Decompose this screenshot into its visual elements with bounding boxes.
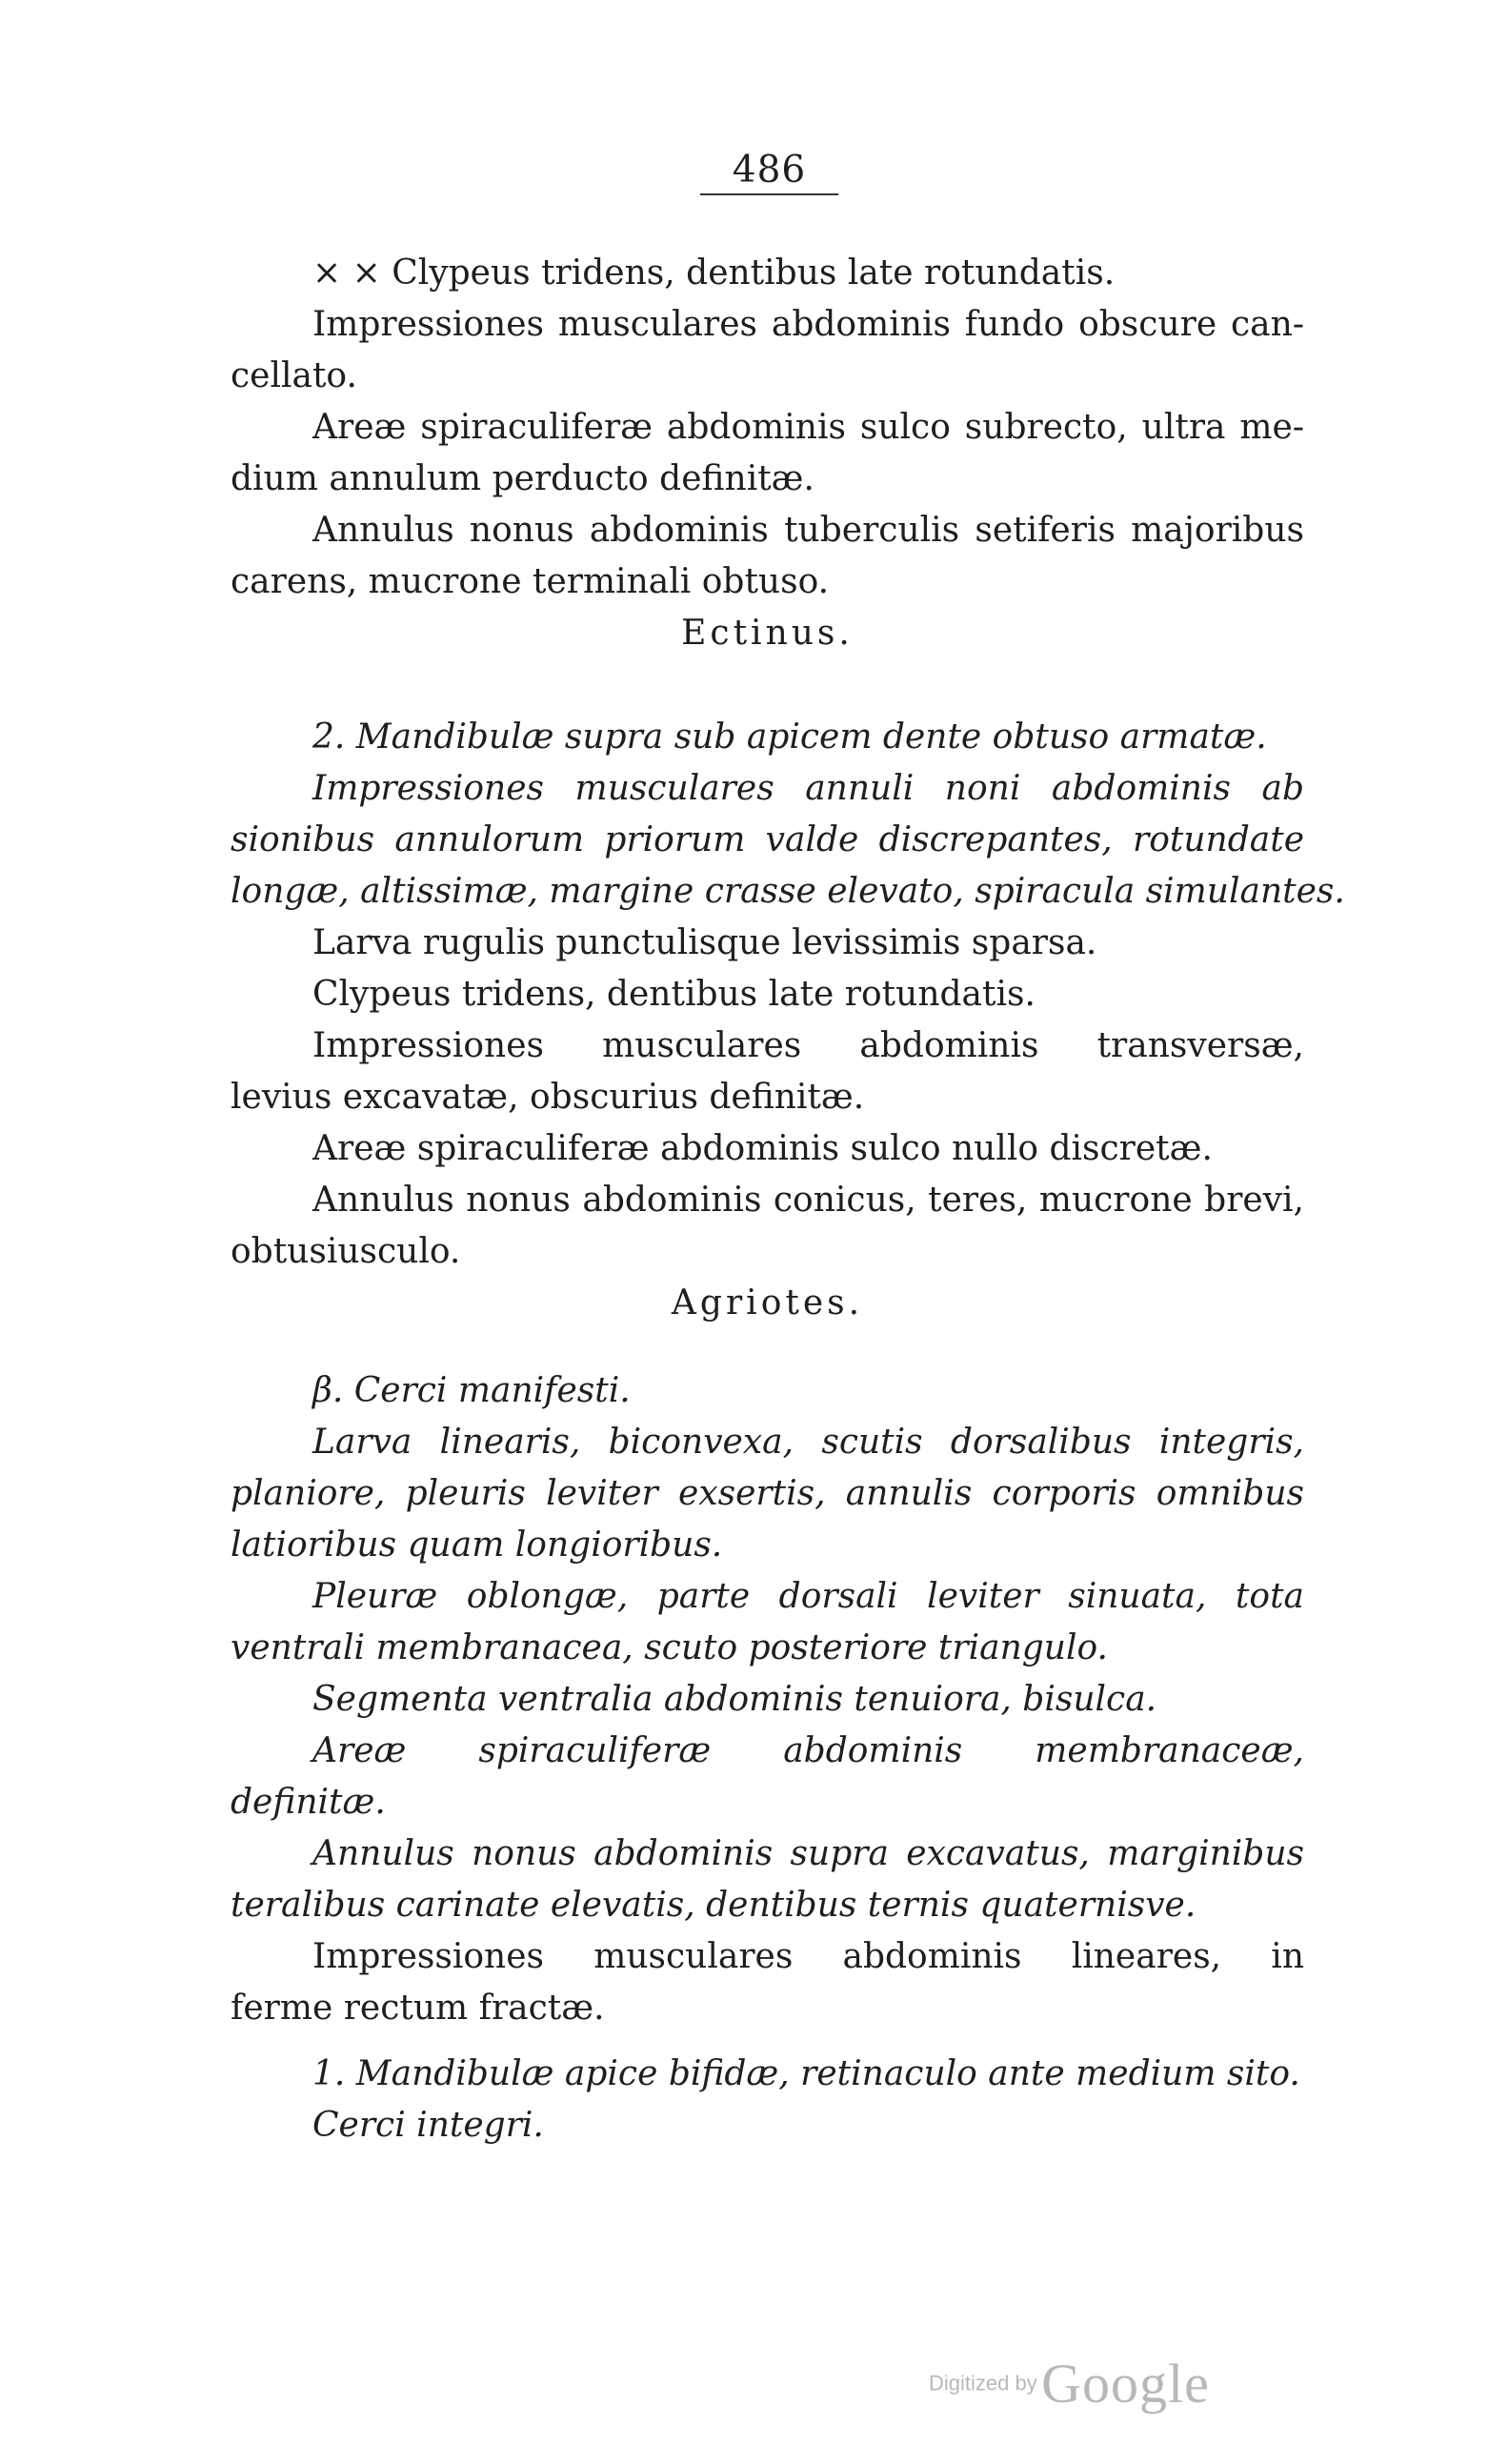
text-line: longæ, altissimæ, margine crasse elevato, spiracula simulantes. — [231, 872, 1345, 911]
text-line: ferme rectum fractæ. — [231, 1989, 605, 2028]
text-line: dium annulum perducto definitæ. — [231, 459, 814, 498]
text-line: definitæ. — [231, 1783, 386, 1822]
watermark-brand: Google — [1041, 2353, 1210, 2414]
text-line: Clypeus tridens, dentibus late rotundatis. — [312, 975, 1035, 1014]
text-line: Larva linearis, biconvexa, scutis dorsalibus integris, — [312, 1423, 1304, 1462]
text-line: Impressiones musculares abdominis lineares, in — [312, 1937, 1304, 1976]
text-line: Pleuræ oblongæ, parte dorsali leviter sinuata, tota — [312, 1577, 1304, 1616]
watermark-prefix: Digitized by — [929, 2371, 1037, 2395]
text-block-cerci-manifesti — [231, 1365, 1304, 2034]
text-line: cellato. — [231, 356, 357, 395]
text-line: Impressiones musculares annuli noni abdominis ab — [312, 769, 1304, 808]
genus-heading: Ectinus. — [681, 614, 854, 653]
text-line: Impressiones musculares abdominis transversæ, — [312, 1026, 1304, 1065]
text-line: Annulus nonus abdominis supra excavatus, marginibus — [312, 1834, 1304, 1873]
text-line: teralibus carinate elevatis, dentibus ternis quaternisve. — [231, 1886, 1196, 1925]
text-line: Annulus nonus abdominis conicus, teres, mucrone brevi, — [312, 1181, 1304, 1220]
text-line: levius excavatæ, obscurius definitæ. — [231, 1078, 865, 1117]
text-line: sionibus annulorum priorum valde discrepantes, rotundate — [231, 820, 1304, 859]
text-line: Areæ spiraculiferæ abdominis sulco subrecto, ultra me- — [312, 408, 1304, 447]
text-block-agriotes — [231, 712, 1345, 1329]
text-line: Areæ spiraculiferæ abdominis membranaceæ, — [312, 1731, 1304, 1770]
google-digitized-watermark — [929, 2352, 1243, 2428]
text-line: × × Clypeus tridens, dentibus late rotundatis. — [312, 253, 1116, 293]
genus-heading: Agriotes. — [671, 1283, 864, 1323]
text-line: Areæ spiraculiferæ abdominis sulco nullo discretæ. — [312, 1129, 1213, 1168]
text-line: planiore, pleuris leviter exsertis, annulis corporis omnibus — [231, 1474, 1304, 1513]
text-line: 1. Mandibulæ apice bifidæ, retinaculo ante medium sito. — [312, 2054, 1300, 2093]
text-line: carens, mucrone terminali obtuso. — [231, 562, 830, 601]
text-block-ectinus — [231, 248, 1304, 659]
text-line: ventrali membranacea, scuto posteriore triangulo. — [231, 1628, 1108, 1667]
text-line: Larva rugulis punctulisque levissimis sparsa. — [312, 923, 1097, 962]
text-line: latioribus quam longioribus. — [231, 1525, 723, 1565]
text-line: Cerci integri. — [312, 2106, 544, 2145]
page-number: 486 — [700, 148, 838, 195]
text-line: 2. Mandibulæ supra sub apicem dente obtuso armatæ. — [312, 717, 1267, 757]
text-line: Annulus nonus abdominis tuberculis setiferis majoribus — [312, 511, 1304, 550]
text-block-mandibulae — [231, 2049, 1304, 2151]
text-line: obtusiusculo. — [231, 1232, 461, 1271]
text-line: Impressiones musculares abdominis fundo obscure can- — [312, 305, 1304, 344]
text-line: Segmenta ventralia abdominis tenuiora, bisulca. — [312, 1680, 1157, 1719]
text-line: β. Cerci manifesti. — [312, 1371, 631, 1410]
